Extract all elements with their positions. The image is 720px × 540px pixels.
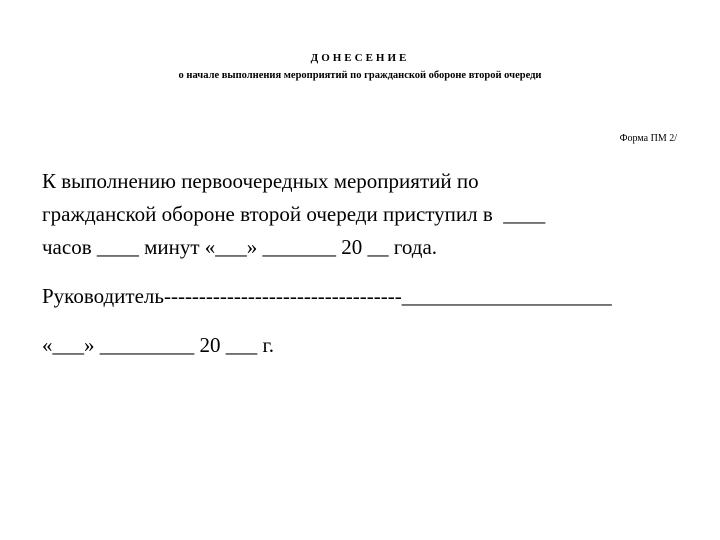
report-body-line: часов ____ минут «___» _______ 20 __ года. [42, 235, 438, 259]
report-body-line: гражданской обороне второй очереди приступил в ____ [42, 202, 546, 226]
document-title: ДОНЕСЕНИЕ [310, 52, 410, 64]
report-body-line: К выполнению первоочередных мероприятий по [42, 169, 479, 193]
report-body [42, 165, 702, 264]
signer-line: Руководитель----------------------------------____________________ [42, 284, 612, 308]
document-subtitle: о начале выполнения мероприятий по гражданской обороне второй очереди [178, 70, 542, 81]
form-code: Форма ПМ 2/ [619, 133, 677, 144]
date-line: «___» _________ 20 ___ г. [42, 333, 274, 357]
